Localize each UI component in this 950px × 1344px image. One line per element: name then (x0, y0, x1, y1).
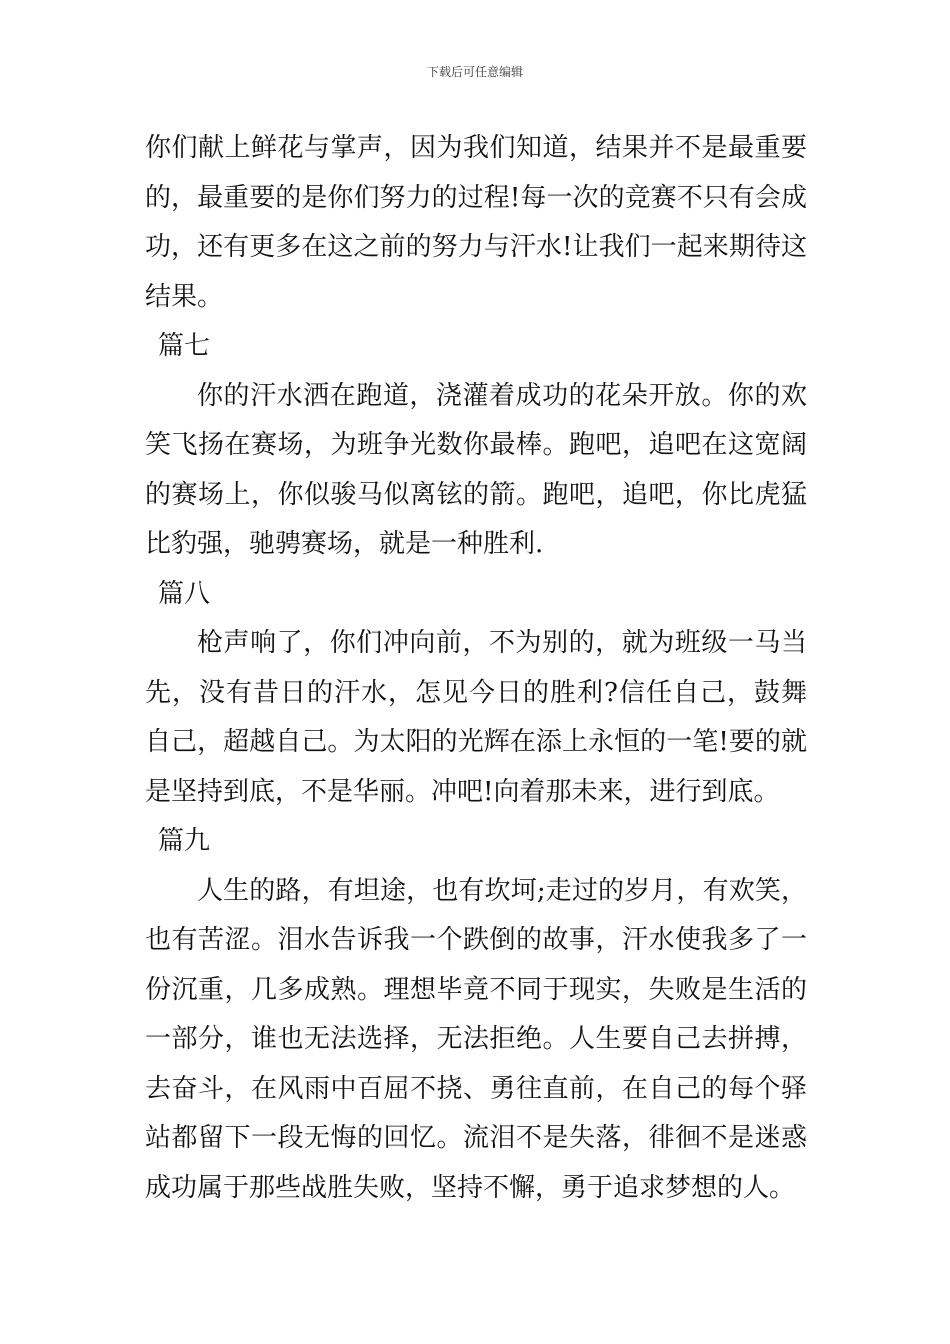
paragraph-7: 你的汗水洒在跑道，浇灌着成功的花朵开放。你的欢笑飞扬在赛场，为班争光数你最棒。跑吧，追吧在这宽阔的赛场上，你似骏马似离铉的箭。跑吧，追吧，你比虎猛比豹强，驰骋赛场，就是一种胜利. (145, 380, 807, 559)
paragraph-8: 枪声响了，你们冲向前，不为别的，就为班级一马当先，没有昔日的汗水，怎见今日的胜利?信任自己，鼓舞自己，超越自己。为太阳的光辉在添上永恒的一笔!要的就是坚持到底，不是华丽。冲吧!向着那未来，进行到底。 (145, 628, 807, 807)
section-heading-7: 篇七 (158, 331, 211, 361)
page-header: 下载后可任意编辑 (426, 65, 523, 79)
document-body (145, 124, 807, 1213)
section-heading-9: 篇九 (158, 826, 211, 856)
paragraph-9: 人生的路，有坦途，也有坎坷;走过的岁月，有欢笑，也有苦涩。泪水告诉我一个跌倒的故事，汗水使我多了一份沉重，几多成熟。理想毕竟不同于现实，失败是生活的一部分，谁也无法选择，无法拒绝。人生要自己去拼搏，去奋斗，在风雨中百屈不挠、勇往直前，在自己的每个驿站都留下一段无悔的回忆。流泪不是失落，徘徊不是迷惑成功属于那些战胜失败，坚持不懈，勇于追求梦想的人。 (145, 875, 807, 1203)
paragraph-continuation: 你们献上鲜花与掌声，因为我们知道，结果并不是最重要的，最重要的是你们努力的过程!每一次的竞赛不只有会成功，还有更多在这之前的努力与汗水!让我们一起来期待这结果。 (145, 133, 807, 312)
section-heading-8: 篇八 (158, 578, 211, 609)
